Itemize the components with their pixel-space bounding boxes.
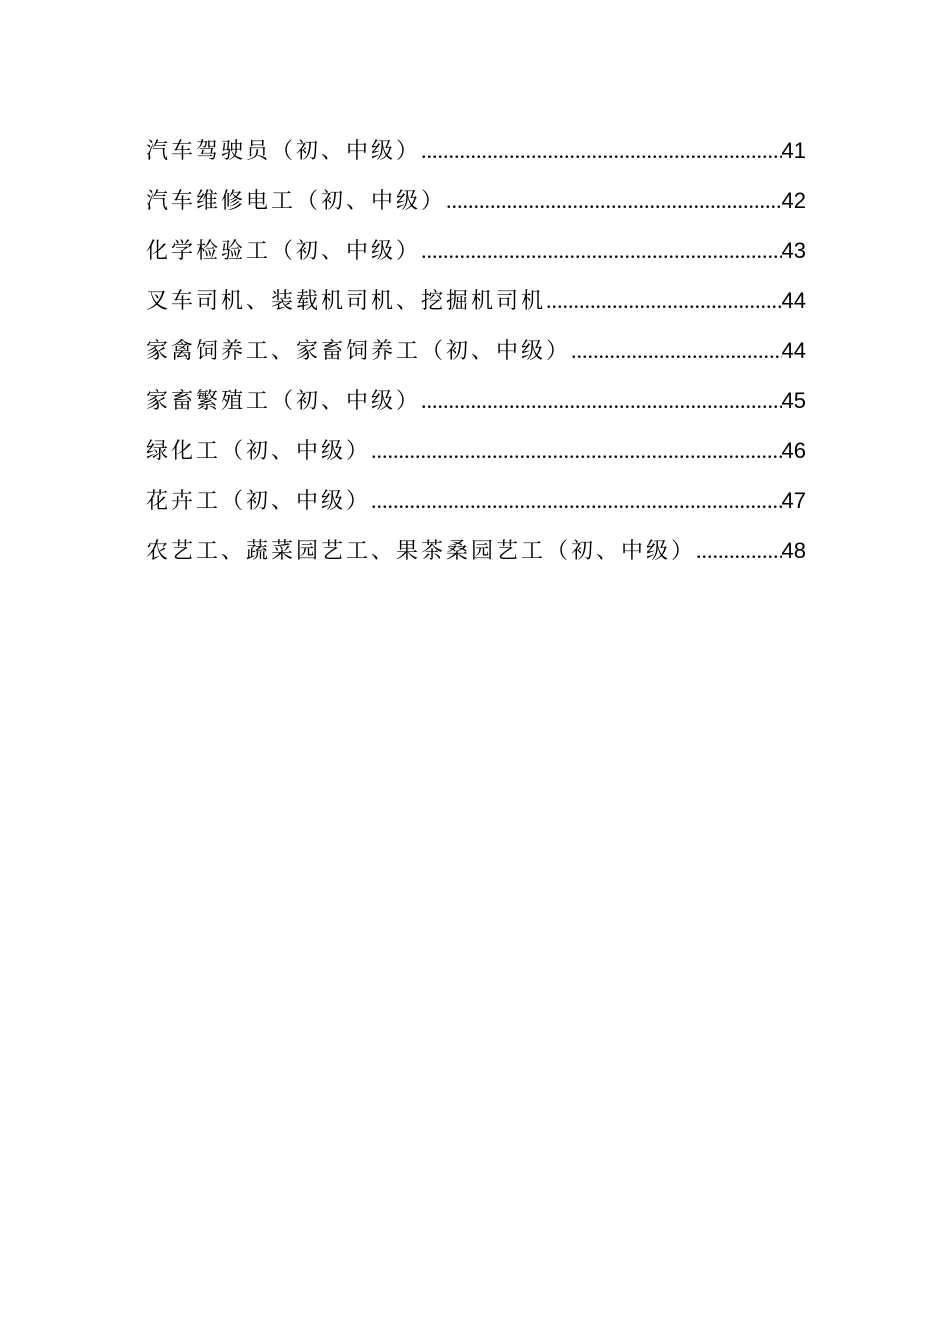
toc-entry xyxy=(146,326,806,376)
toc-page-number: 42 xyxy=(781,188,806,213)
toc-dot-leader xyxy=(371,476,782,526)
toc-dot-leader xyxy=(446,176,782,226)
toc-entry-title: 化学检验工（初、中级） xyxy=(146,239,422,264)
toc-page-number: 41 xyxy=(781,138,806,163)
toc-page-number: 43 xyxy=(781,238,806,263)
toc-page-number: 44 xyxy=(781,288,806,313)
table-of-contents xyxy=(146,126,806,576)
toc-dot-leader xyxy=(421,226,782,276)
toc-entry xyxy=(146,476,806,526)
toc-entry xyxy=(146,126,806,176)
toc-entry xyxy=(146,376,806,426)
toc-entry xyxy=(146,526,806,576)
toc-page-number: 47 xyxy=(781,488,806,513)
toc-dot-leader xyxy=(371,426,782,476)
toc-entry xyxy=(146,276,806,326)
toc-entry-title: 汽车驾驶员（初、中级） xyxy=(146,139,422,164)
toc-page-number: 45 xyxy=(781,388,806,413)
toc-entry xyxy=(146,176,806,226)
toc-entry-title: 家畜繁殖工（初、中级） xyxy=(146,389,422,414)
toc-page-number: 44 xyxy=(781,338,806,363)
toc-dot-leader xyxy=(696,526,782,576)
toc-entry xyxy=(146,426,806,476)
toc-dot-leader xyxy=(571,326,782,376)
toc-entry-title: 花卉工（初、中级） xyxy=(146,489,372,514)
toc-entry-title: 农艺工、蔬菜园艺工、果茶桑园艺工（初、中级） xyxy=(146,539,697,564)
toc-dot-leader xyxy=(421,126,782,176)
toc-dot-leader xyxy=(546,276,782,326)
toc-entry xyxy=(146,226,806,276)
toc-dot-leader xyxy=(421,376,782,426)
toc-entry-title: 叉车司机、装载机司机、挖掘机司机 xyxy=(146,289,547,314)
toc-entry-title: 汽车维修电工（初、中级） xyxy=(146,189,447,214)
toc-page-number: 48 xyxy=(781,538,806,563)
toc-entry-title: 家禽饲养工、家畜饲养工（初、中级） xyxy=(146,339,572,364)
toc-page-number: 46 xyxy=(781,438,806,463)
toc-entry-title: 绿化工（初、中级） xyxy=(146,439,372,464)
